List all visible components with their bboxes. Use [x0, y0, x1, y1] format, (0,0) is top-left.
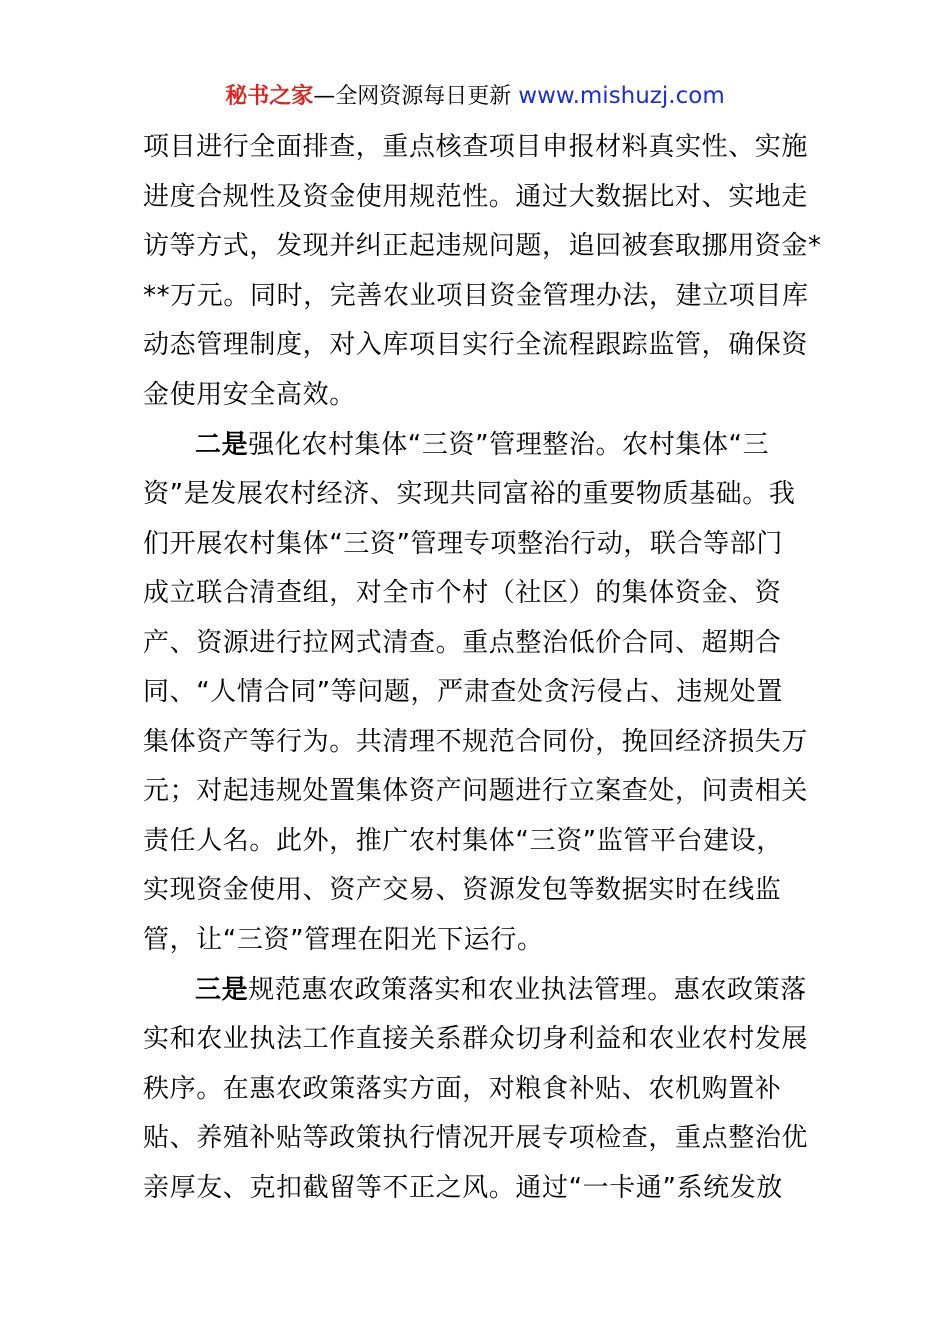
- text-line: **万元。同时，完善农业项目资金管理办法，建立项目库: [143, 280, 809, 311]
- text-line: 贴、养殖补贴等政策执行情况开展专项检查，重点整治优: [143, 1123, 809, 1153]
- site-url-link[interactable]: www.mishuzj.com: [518, 83, 725, 109]
- text-span: 强化农村集体“三资”管理整治。农村集体“三: [248, 429, 770, 460]
- text-line: 动态管理制度，对入库项目实行全流程跟踪监管，确保资: [143, 330, 809, 360]
- text-line: 同、“人情合同”等问题，严肃查处贪污侵占、违规处置: [143, 677, 783, 707]
- text-line: 元；对起违规处置集体资产问题进行立案查处，问责相关: [143, 776, 809, 806]
- text-line: 秩序。在惠农政策落实方面，对粮食补贴、农机购置补: [143, 1073, 782, 1104]
- text-line: 责任人名。此外，推广农村集体“三资”监管平台建设，: [143, 825, 783, 856]
- paragraph-lead: 二是: [195, 429, 249, 460]
- text-line: 资”是发展农村经济、实现共同富裕的重要物质基础。我: [143, 479, 796, 509]
- brand-name: 秘书之家: [225, 84, 314, 109]
- paragraph-2: [143, 421, 808, 966]
- text-line: 项目进行全面排查，重点核查项目申报材料真实性、实施: [143, 132, 809, 162]
- text-line: 管，让“三资”管理在阳光下运行。: [143, 924, 544, 955]
- document-body: [143, 123, 822, 1213]
- text-line: 产、资源进行拉网式清查。重点整治低价合同、超期合: [143, 627, 782, 658]
- text-line: 实现资金使用、资产交易、资源发包等数据实时在线监: [143, 875, 782, 905]
- text-span: 规范惠农政策落实和农业执法管理。惠农政策落: [248, 974, 807, 1005]
- header-tagline: —全网资源每日更新: [313, 84, 519, 109]
- text-line: [143, 421, 808, 471]
- text-line: 成立联合清查组，对全市个村（社区）的集体资金、资: [143, 578, 782, 608]
- text-line: 集体资产等行为。共清理不规范合同份，挽回经济损失万: [143, 726, 809, 757]
- text-line: [143, 966, 808, 1016]
- text-line: 亲厚友、克扣截留等不正之风。通过“一卡通”系统发放: [143, 1172, 783, 1203]
- text-line: 们开展农村集体“三资”管理专项整治行动，联合等部门: [143, 528, 783, 559]
- text-line: 实和农业执法工作直接关系群众切身利益和农业农村发展: [143, 1024, 809, 1054]
- text-line: 金使用安全高效。: [143, 379, 356, 410]
- site-header: [0, 79, 950, 114]
- text-line: 进度合规性及资金使用规范性。通过大数据比对、实地走: [143, 181, 809, 212]
- paragraph-3: [143, 966, 808, 1214]
- paragraph-lead: 三是: [195, 974, 249, 1005]
- paragraph-1: [143, 123, 822, 420]
- text-line: 访等方式，发现并纠正起违规问题，追回被套取挪用资金*: [143, 231, 822, 261]
